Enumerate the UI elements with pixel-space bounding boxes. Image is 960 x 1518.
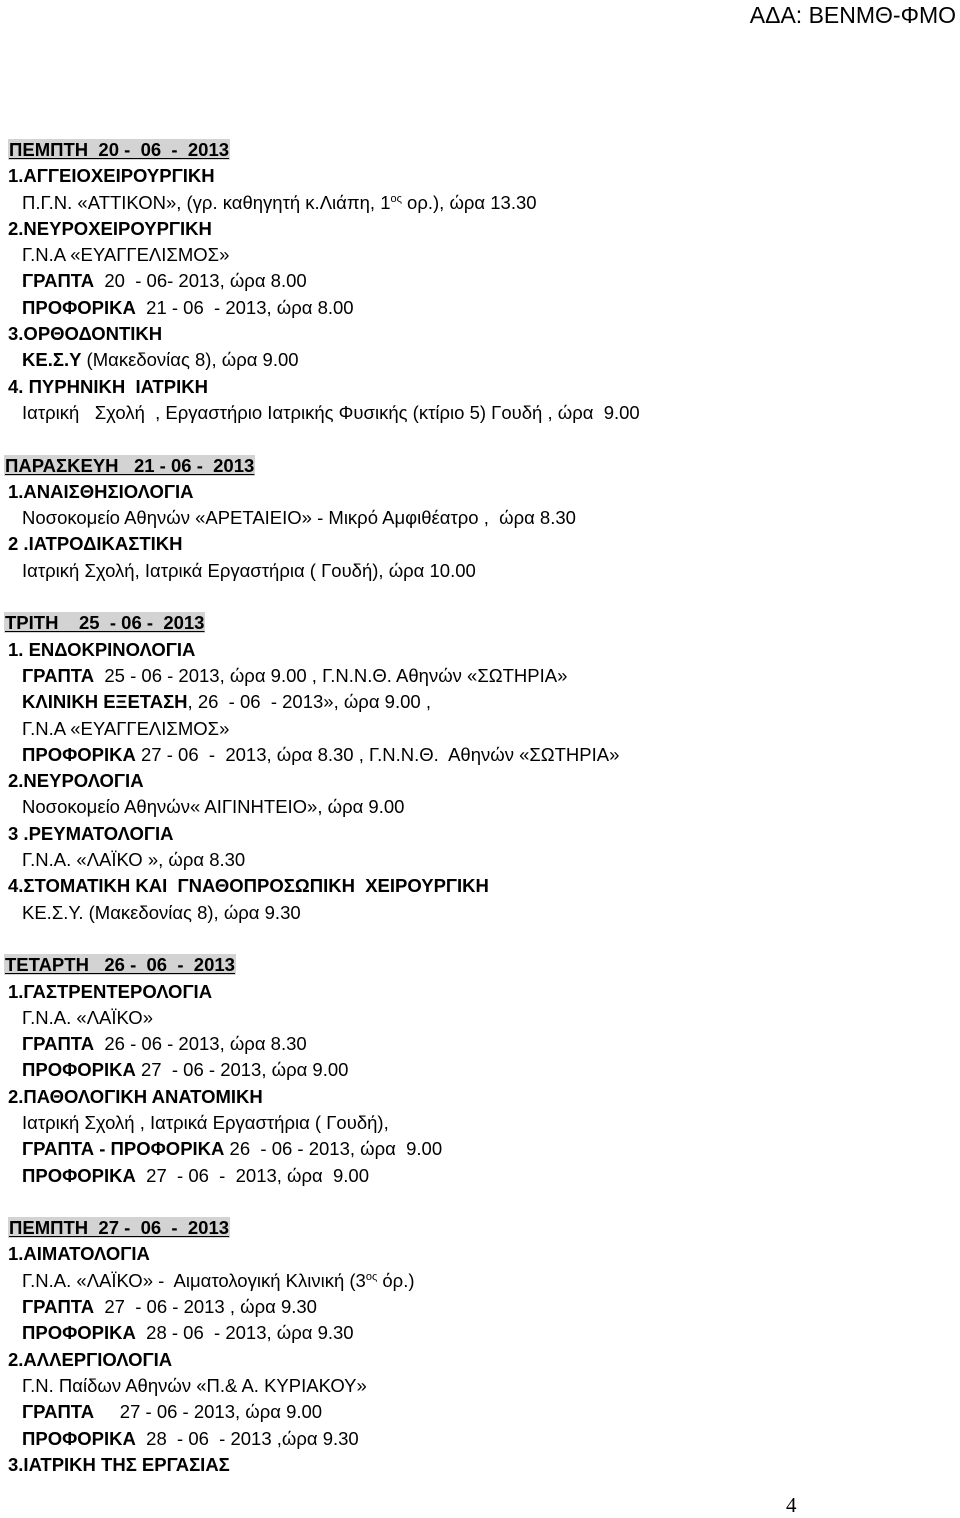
detail-text: Νοσοκομείο Αθηνών «ΑΡΕΤΑΙΕΙΟ» - Μικρό Αμφιθέατρο , ώρα 8.30 xyxy=(22,507,576,529)
detail-text: Γ.Ν.Α «ΕΥΑΓΓΕΛΙΣΜΟΣ» xyxy=(22,717,230,739)
detail-text: 27 - 06 - 2013, ώρα 9.00 xyxy=(94,1401,323,1423)
specialty-title: 2.ΠΑΘΟΛΟΓΙΚΗ ΑΝΑΤΟΜΙΚΗ xyxy=(8,1085,263,1107)
detail-line xyxy=(0,1110,960,1136)
detail-line xyxy=(0,847,960,873)
exam-type-label: ΓΡΑΠΤΑ xyxy=(22,1401,95,1423)
spacer xyxy=(0,1189,960,1215)
exam-type-label: ΓΡΑΠΤΑ xyxy=(22,1296,95,1318)
exam-type-label: ΓΡΑΠΤΑ xyxy=(22,1033,95,1055)
date-heading-text: ΤΕΤΑΡΤΗ 26 - 06 - 2013 xyxy=(5,954,235,976)
detail-text: 20 - 06- 2013, ώρα 8.00 xyxy=(94,270,307,292)
detail-text: 28 - 06 - 2013 ,ώρα 9.30 xyxy=(135,1427,359,1449)
exam-type-label: ΓΡΑΠΤΑ - ΠΡΟΦΟΡΙΚΑ xyxy=(22,1138,225,1160)
detail-text: 27 - 06 - 2013, ώρα 9.00 xyxy=(135,1059,349,1081)
detail-line xyxy=(0,1426,960,1452)
detail-line xyxy=(0,689,960,715)
detail-text: Νοσοκομείο Αθηνών« ΑΙΓΙΝΗΤΕΙΟ», ώρα 9.00 xyxy=(22,796,405,818)
detail-line xyxy=(0,900,960,926)
detail-text: Γ.Ν.Α. «ΛΑΪΚΟ» - Αιματολογική Κλινική (3 xyxy=(22,1269,366,1291)
detail-text: 25 - 06 - 2013, ώρα 9.00 , Γ.Ν.Ν.Θ. Αθηνών «ΣΩΤΗΡΙΑ» xyxy=(94,664,568,686)
detail-line xyxy=(0,190,960,216)
date-heading xyxy=(0,453,960,479)
specialty-title: 1.ΑΓΓΕΙΟΧΕΙΡΟΥΡΓΙΚΗ xyxy=(8,165,215,187)
specialty-heading xyxy=(0,1347,960,1373)
specialty-heading xyxy=(0,873,960,899)
specialty-heading xyxy=(0,479,960,505)
date-heading xyxy=(0,610,960,636)
specialty-heading xyxy=(0,163,960,189)
detail-text: Γ.Ν. Παίδων Αθηνών «Π.& Α. ΚΥΡΙΑΚΟΥ» xyxy=(22,1374,367,1396)
detail-text: ΚΕ.Σ.Υ. (Μακεδονίας 8), ώρα 9.30 xyxy=(22,901,301,923)
exam-type-label: ΓΡΑΠΤΑ xyxy=(22,664,95,686)
exam-type-label: ΠΡΟΦΟΡΙΚΑ xyxy=(22,743,136,765)
specialty-heading xyxy=(0,1084,960,1110)
detail-line xyxy=(0,1320,960,1346)
date-heading-text: ΠΕΜΠΤΗ 27 - 06 - 2013 xyxy=(9,1217,230,1239)
detail-text: Γ.Ν.Α. «ΛΑΪΚΟ» xyxy=(22,1006,153,1028)
specialty-heading xyxy=(0,1452,960,1478)
specialty-heading xyxy=(0,637,960,663)
detail-text: 21 - 06 - 2013, ώρα 8.00 xyxy=(135,296,354,318)
detail-text: 27 - 06 - 2013 , ώρα 9.30 xyxy=(94,1296,317,1318)
exam-type-label: ΚΕ.Σ.Υ xyxy=(22,349,82,371)
specialty-heading xyxy=(0,374,960,400)
exam-type-label: ΓΡΑΠΤΑ xyxy=(22,270,95,292)
detail-line xyxy=(0,663,960,689)
specialty-heading xyxy=(0,321,960,347)
date-heading xyxy=(0,952,960,978)
date-heading-text: ΤΡΙΤΗ 25 - 06 - 2013 xyxy=(5,612,205,634)
detail-text: Ιατρική Σχολή , Εργαστήριο Ιατρικής Φυσικής (κτίριο 5) Γουδή , ώρα 9.00 xyxy=(22,401,640,423)
detail-text: 26 - 06 - 2013, ώρα 8.30 xyxy=(94,1033,307,1055)
spacer xyxy=(0,584,960,610)
detail-line xyxy=(0,400,960,426)
specialty-heading xyxy=(0,979,960,1005)
exam-type-label: ΚΛΙΝΙΚΗ ΕΞΕΤΑΣΗ xyxy=(22,691,188,713)
spacer xyxy=(0,926,960,952)
detail-text: Π.Γ.Ν. «ΑΤΤΙΚΟΝ», (γρ. καθηγητή κ.Λιάπη, 1 xyxy=(22,191,391,213)
specialty-title: 4.ΣΤΟΜΑΤΙΚΗ ΚΑΙ ΓΝΑΘΟΠΡΟΣΩΠΙΚΗ ΧΕΙΡΟΥΡΓΙΚΗ xyxy=(8,875,489,897)
specialty-title: 2.ΝΕΥΡΟΛΟΓΙΑ xyxy=(8,770,144,792)
specialty-title: 1.ΑΙΜΑΤΟΛΟΓΙΑ xyxy=(8,1243,150,1265)
date-heading xyxy=(0,137,960,163)
detail-line xyxy=(0,242,960,268)
detail-line xyxy=(0,1399,960,1425)
detail-line xyxy=(0,1136,960,1162)
exam-type-label: ΠΡΟΦΟΡΙΚΑ xyxy=(22,1164,136,1186)
specialty-heading xyxy=(0,531,960,557)
detail-text: 27 - 06 - 2013, ώρα 9.00 xyxy=(135,1164,369,1186)
detail-line xyxy=(0,1057,960,1083)
detail-text-continued: όρ.) xyxy=(377,1269,415,1291)
detail-line xyxy=(0,268,960,294)
page-number: 4 xyxy=(786,1493,797,1517)
specialty-heading xyxy=(0,1241,960,1267)
detail-text: (Μακεδονίας 8), ώρα 9.00 xyxy=(81,349,299,371)
ordinal-suffix: ος xyxy=(390,192,402,205)
detail-text: 28 - 06 - 2013, ώρα 9.30 xyxy=(135,1322,354,1344)
exam-type-label: ΠΡΟΦΟΡΙΚΑ xyxy=(22,1322,136,1344)
specialty-heading xyxy=(0,821,960,847)
specialty-title: 2.ΝΕΥΡΟΧΕΙΡΟΥΡΓΙΚΗ xyxy=(8,217,212,239)
specialty-title: 1.ΓΑΣΤΡΕΝΤΕΡΟΛΟΓΙΑ xyxy=(8,980,213,1002)
detail-text: Γ.Ν.Α «ΕΥΑΓΓΕΛΙΣΜΟΣ» xyxy=(22,244,230,266)
specialty-title: 4. ΠΥΡΗΝΙΚΗ ΙΑΤΡΙΚΗ xyxy=(8,375,208,397)
detail-line xyxy=(0,794,960,820)
detail-text: 27 - 06 - 2013, ώρα 8.30 , Γ.Ν.Ν.Θ. Αθηνών «ΣΩΤΗΡΙΑ» xyxy=(135,743,620,765)
detail-text: 26 - 06 - 2013, ώρα 9.00 xyxy=(224,1138,443,1160)
specialty-title: 2 .ΙΑΤΡΟΔΙΚΑΣΤΙΚΗ xyxy=(8,533,183,555)
exam-type-label: ΠΡΟΦΟΡΙΚΑ xyxy=(22,296,136,318)
detail-text: Ιατρική Σχολή , Ιατρικά Εργαστήρια ( Γουδή), xyxy=(22,1111,389,1133)
ordinal-suffix: ος xyxy=(365,1270,378,1283)
detail-line xyxy=(0,505,960,531)
detail-line xyxy=(0,295,960,321)
detail-line xyxy=(0,742,960,768)
detail-line xyxy=(0,1163,960,1189)
specialty-title: 3.ΟΡΘΟΔΟΝΤΙΚΗ xyxy=(8,323,163,345)
detail-text-continued: ορ.), ώρα 13.30 xyxy=(401,191,537,213)
ada-code: ΑΔΑ: ΒΕΝΜΘ-ΦΜΟ xyxy=(749,2,956,28)
detail-line xyxy=(0,347,960,373)
specialty-title: 3.ΙΑΤΡΙΚΗ ΤΗΣ ΕΡΓΑΣΙΑΣ xyxy=(8,1453,230,1475)
exam-type-label: ΠΡΟΦΟΡΙΚΑ xyxy=(22,1059,136,1081)
detail-line xyxy=(0,1031,960,1057)
spacer xyxy=(0,426,960,452)
specialty-title: 2.ΑΛΛΕΡΓΙΟΛΟΓΙΑ xyxy=(8,1348,173,1370)
detail-line xyxy=(0,716,960,742)
detail-text: , 26 - 06 - 2013», ώρα 9.00 , xyxy=(187,691,431,713)
specialty-title: 1. ΕΝΔΟΚΡΙΝΟΛΟΓΙΑ xyxy=(8,638,196,660)
specialty-title: 3 .ΡΕΥΜΑΤΟΛΟΓΙΑ xyxy=(8,822,174,844)
detail-line xyxy=(0,1268,960,1294)
detail-text: Ιατρική Σχολή, Ιατρικά Εργαστήρια ( Γουδή), ώρα 10.00 xyxy=(22,559,476,581)
detail-line xyxy=(0,558,960,584)
date-heading-text: ΠΕΜΠΤΗ 20 - 06 - 2013 xyxy=(9,139,230,160)
date-heading-text: ΠΑΡΑΣΚΕΥΗ 21 - 06 - 2013 xyxy=(5,454,255,476)
exam-type-label: ΠΡΟΦΟΡΙΚΑ xyxy=(22,1427,136,1449)
date-heading xyxy=(0,1215,960,1241)
detail-text: Γ.Ν.Α. «ΛΑΪΚΟ », ώρα 8.30 xyxy=(22,849,246,871)
specialty-heading xyxy=(0,768,960,794)
specialty-title: 1.ΑΝΑΙΣΘΗΣΙΟΛΟΓΙΑ xyxy=(8,480,194,502)
detail-line xyxy=(0,1373,960,1399)
detail-line xyxy=(0,1005,960,1031)
specialty-heading xyxy=(0,216,960,242)
detail-line xyxy=(0,1294,960,1320)
schedule-document xyxy=(0,137,960,1478)
